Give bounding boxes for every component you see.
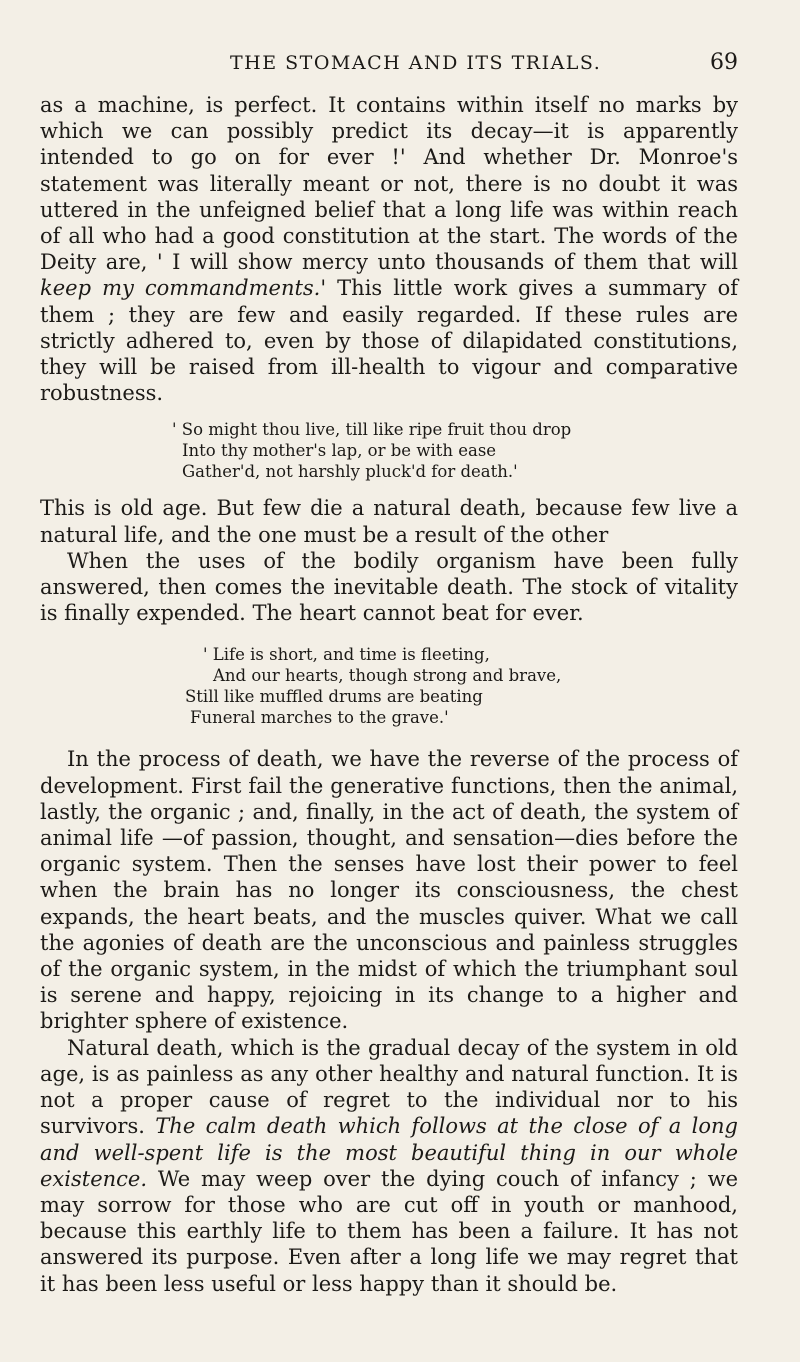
- paragraph-1-text-a: as a machine, is perfect. It contains within itself no marks by which we can possibly predict its decay—it is apparently intended to go on for ever !' And whether Dr. Monroe's statement was literally meant or not, there is no doubt it was uttered in the unfeigned belief that a long life was within reach of all who had a good constitution at the start. The words of the Deity are, ' I will show mercy unto thousands of them that will: [40, 93, 738, 275]
- verse-line: And our hearts, though strong and brave,: [213, 666, 562, 686]
- paragraph-3: When the uses of the bodily organism have been fully answered, then comes the inevitable death. The stock of vitality is finally expended. The heart cannot beat for ever.: [40, 548, 738, 626]
- paragraph-1-text-b: ' This little work gives a summary of them ; they are few and easily regarded. If these rules are strictly adhered to, even by those of dilapidated constitutions, they will be raised from ill-health to vigour and comparative robustness.: [40, 276, 738, 406]
- verse-line: Gather'd, not harshly pluck'd for death.': [182, 462, 518, 482]
- paragraph-5-text-b: We may weep over the dying couch of infancy ; we may sorrow for those who are cut off in youth or manhood, because this earthly life to them has been a failure. It has not answered its purpose. Even after a long life we may regret that it has been less useful or less happy than it should be.: [40, 1166, 738, 1296]
- verse-quotation-1: [40, 419, 738, 482]
- verse-quotation-2: [40, 644, 738, 728]
- verse-line: Into thy mother's lap, or be with ease: [182, 441, 497, 461]
- verse-line: ' So might thou live, till like ripe fruit thou drop: [172, 420, 572, 440]
- page-number: 69: [710, 50, 738, 75]
- running-head: [40, 50, 738, 84]
- running-title: THE STOMACH AND ITS TRIALS.: [230, 52, 602, 74]
- paragraph-2: This is old age. But few die a natural death, because few live a natural life, and the one must be a result of the other: [40, 496, 738, 547]
- paragraph-5: [40, 1035, 738, 1297]
- paragraph-5-italic: The calm death which follows at the close of a long and well-spent life is the most beautiful thing in our whole existence.: [40, 1114, 738, 1191]
- page-body: [40, 92, 738, 1297]
- verse-line: Funeral marches to the grave.': [190, 708, 449, 728]
- verse-line: Still like muffled drums are beating: [185, 687, 483, 707]
- paragraph-1: [40, 92, 738, 406]
- verse-line: ' Life is short, and time is fleeting,: [203, 645, 490, 665]
- paragraph-1-italic: keep my commandments.: [40, 276, 321, 301]
- paragraph-4: In the process of death, we have the reverse of the process of development. First fail the generative functions, then the animal, lastly, the organic ; and, finally, in the act of death, the system of animal life —of passion, thought, and sensation—dies before the organic system. Then the senses have lost their power to feel when the brain has no longer its consciousness, the chest expands, the heart beats, and the muscles quiver. What we call the agonies of death are the unconscious and painless struggles of the organic system, in the midst of which the triumphant soul is serene and happy, rejoicing in its change to a higher and brighter sphere of existence.: [40, 747, 738, 1034]
- paragraph-5-text-a: Natural death, which is the gradual decay of the system in old age, is as painless as any other healthy and natural function. It is not a proper cause of regret to the individual nor to his survivors.: [40, 1035, 738, 1139]
